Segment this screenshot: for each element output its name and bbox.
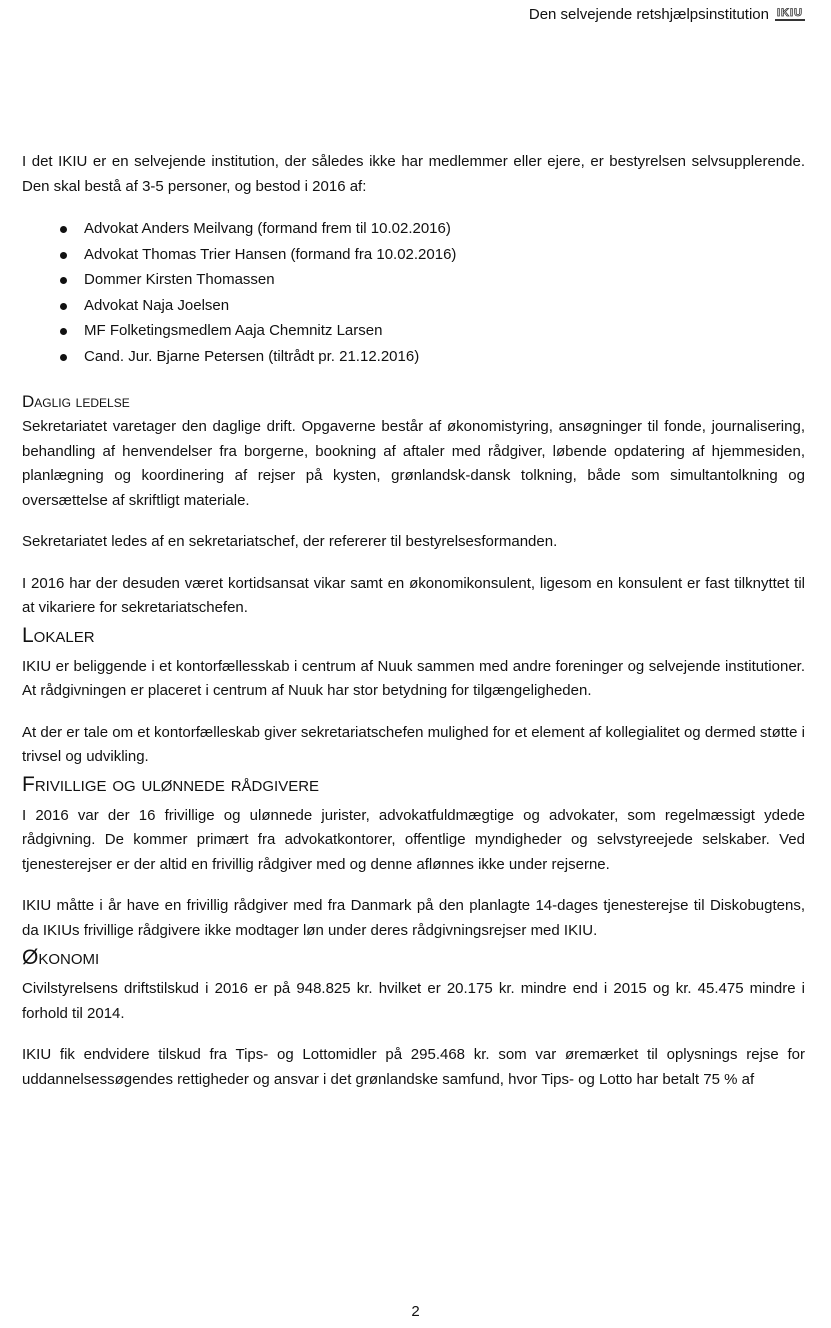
heading-okonomi: Økonomi [22, 946, 100, 969]
page-header [529, 6, 805, 23]
heading-frivillige: Frivillige og ulønnede rådgivere [22, 772, 320, 796]
list-item: Cand. Jur. Bjarne Petersen (tiltrådt pr. 21.12.2016) [22, 344, 805, 370]
intro-paragraph: I det IKIU er en selvejende institution, der således ikke har medlemmer eller ejere, er bestyrelsen selvsupplerende. Den skal bestå af 3-5 personer, og bestod i 2016 af: [22, 153, 805, 195]
header-title: Den selvejende retshjælpsinstitution [528, 6, 769, 23]
ikiu-logo: IKIU [777, 7, 803, 19]
list-item: Dommer Kirsten Thomassen [22, 267, 805, 293]
page-number: 2 [411, 1303, 420, 1320]
heading-lokaler: Lokaler [22, 623, 95, 647]
daglig-paragraph-1: Sekretariatet varetager den daglige drift. Opgaverne består af økonomistyring, ansøgninger til fonde, journalisering, behandling af henvendelser fra borgerne, bookning af aftaler med rådgiver, løbende opdatering af hjemmesiden, planlægning og koordinering af rejser på kysten, grønlandsk-dansk tolkning, både som simultantolkning og oversættelse af skriftligt materiale. [22, 418, 805, 509]
list-item: Advokat Thomas Trier Hansen (formand fra 10.02.2016) [22, 242, 805, 268]
daglig-paragraph-2: Sekretariatet ledes af en sekretariatschef, der refererer til bestyrelsesformanden. [22, 533, 558, 550]
frivillige-paragraph-2: IKIU måtte i år have en frivillig rådgiver med fra Danmark på den planlagte 14-dages tjenesterejse til Diskobugtens, da IKIUs frivillige rådgivere ikke modtager løn under deres rådgivningsrejser med IKIU. [22, 897, 805, 939]
document-body [22, 150, 805, 1092]
frivillige-paragraph-1: I 2016 var der 16 frivillige og ulønnede jurister, advokatfuldmægtige og advokater, som regelmæssigt ydede rådgivning. De kommer primært fra advokatkontorer, offentlige myndigheder og selvstyreejede selskaber. Ved tjenesterejser er der altid en frivillig rådgiver med og denne aflønnes ikke under rejserne. [22, 806, 805, 873]
heading-daglig-ledelse: Daglig ledelse [22, 392, 130, 411]
daglig-paragraph-3: I 2016 har der desuden været kortidsansat vikar samt en økonomikonsulent, ligesom en konsulent er fast tilknyttet til at vikariere for sekretariatschefen. [22, 574, 805, 616]
okonomi-paragraph-1: Civilstyrelsens driftstilskud i 2016 er på 948.825 kr. hvilket er 20.175 kr. mindre end i 2015 og kr. 45.475 mindre i forhold til 2014. [22, 980, 805, 1022]
board-member-list [22, 216, 805, 369]
list-item: Advokat Anders Meilvang (formand frem til 10.02.2016) [22, 216, 805, 242]
lokaler-paragraph-2: At der er tale om et kontorfælleskab giver sekretariatschefen mulighed for et element af kollegialitet og dermed støtte i trivsel og udvikling. [22, 723, 805, 765]
okonomi-paragraph-2: IKIU fik endvidere tilskud fra Tips- og Lottomidler på 295.468 kr. som var øremærket til oplysnings rejse for uddannelsessøgendes rettigheder og ansvar i det grønlandske samfund, hvor Tips- og Lotto har betalt 75 % af [22, 1046, 805, 1088]
lokaler-paragraph-1: IKIU er beliggende i et kontorfællesskab i centrum af Nuuk sammen med andre foreninger og selvejende institutioner. At rådgivningen er placeret i centrum af Nuuk har stor betydning for tilgængeligheden. [22, 657, 805, 699]
list-item: Advokat Naja Joelsen [22, 293, 805, 319]
list-item: MF Folketingsmedlem Aaja Chemnitz Larsen [22, 318, 805, 344]
